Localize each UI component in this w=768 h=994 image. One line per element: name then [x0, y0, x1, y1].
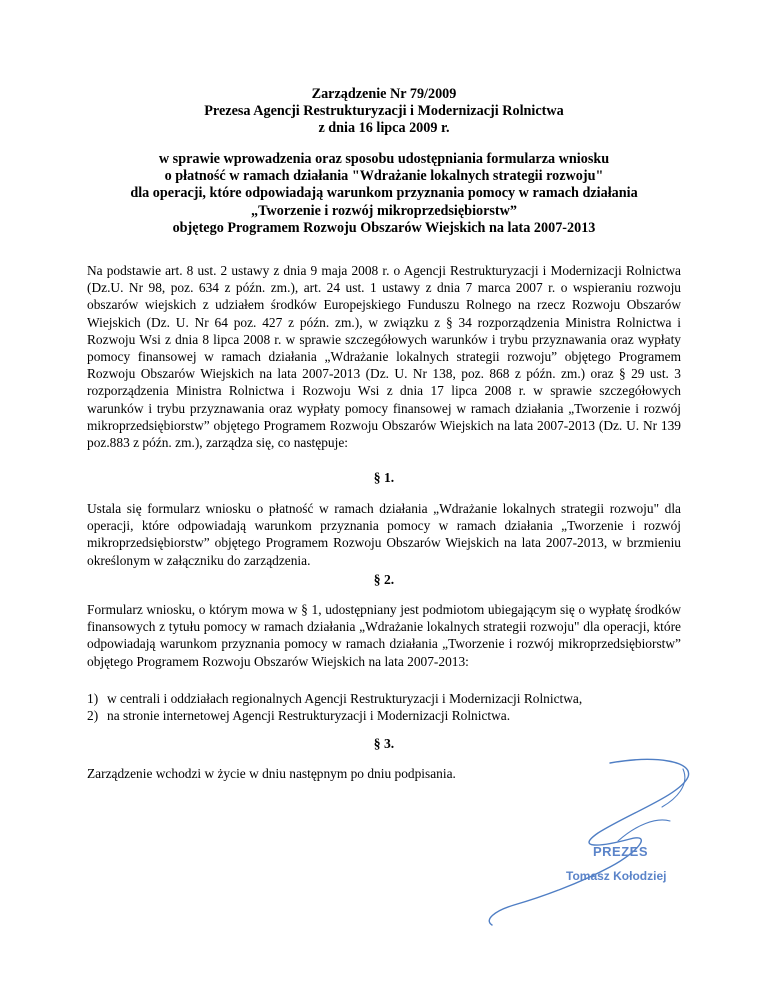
- title-line: Prezesa Agencji Restrukturyzacji i Modernizacji Rolnictwa: [204, 103, 564, 119]
- section-1-heading: § 1.: [373, 470, 395, 485]
- stamp-name: Tomasz Kołodziej: [566, 869, 667, 883]
- subject-line: w sprawie wprowadzenia oraz sposobu udostępniania formularza wniosku: [158, 151, 610, 167]
- list-item-number: 2): [87, 708, 99, 724]
- handwritten-signature: [480, 755, 700, 930]
- title-line: z dnia 16 lipca 2009 r.: [318, 120, 450, 136]
- title-line: Zarządzenie Nr 79/2009: [311, 86, 457, 102]
- document-subject: [60, 151, 708, 237]
- subject-line: dla operacji, które odpowiadają warunkom przyznania pomocy w ramach działania: [130, 185, 638, 202]
- section-2-heading: § 2.: [373, 572, 395, 587]
- list-item-text: na stronie internetowej Agencji Restrukturyzacji i Modernizacji Rolnictwa.: [107, 708, 511, 724]
- subject-line: o płatność w ramach działania "Wdrażanie lokalnych strategii rozwoju": [164, 168, 604, 185]
- list-item: [87, 707, 681, 724]
- list-item-text: w centrali i oddziałach regionalnych Agencji Restrukturyzacji i Modernizacji Rolnictwa,: [107, 691, 583, 706]
- stamp-title: PREZES: [593, 844, 649, 859]
- section-3-paragraph: Zarządzenie wchodzi w życie w dniu następnym po dniu podpisania.: [87, 766, 456, 781]
- subject-line: objętego Programem Rozwoju Obszarów Wiejskich na lata 2007-2013: [172, 219, 596, 236]
- subject-line: „Tworzenie i rozwój mikroprzedsiębiorstw”: [251, 202, 517, 219]
- distribution-list: [87, 690, 681, 724]
- list-item: [87, 690, 681, 707]
- document-title: [60, 86, 708, 137]
- section-1-paragraph: Ustala się formularz wniosku o płatność w ramach działania „Wdrażanie lokalnych strategii rozwoju" dla operacji, które odpowiadają warunkom przyznania pomocy w ramach działania „Tworzenie i rozwój mikroprzedsiębiorstw” objętego Programem Rozwoju Obszarów Wiejskich na lata 2007-2013, w brzmieniu określonym w załączniku do zarządzenia.: [87, 501, 681, 568]
- preamble-paragraph: Na podstawie art. 8 ust. 2 ustawy z dnia 9 maja 2008 r. o Agencji Restrukturyzacji i Modernizacji Rolnictwa (Dz.U. Nr 98, poz. 634 z późn. zm.), art. 24 ust. 1 ustawy z dnia 7 marca 2007 r. o wspieraniu rozwoju obszarów wiejskich z udziałem środków Europejskiego Funduszu Rolnego na rzecz Rozwoju Obszarów Wiejskich (Dz. U. Nr 64 poz. 427 z późn. zm.), w związku z § 34 rozporządzenia Ministra Rolnictwa i Rozwoju Wsi z dnia 8 lipca 2008 r. w sprawie szczegółowych warunków i trybu przyznawania oraz wypłaty pomocy finansowej w ramach działania „Wdrażanie lokalnych strategii rozwoju” objętego Programem Rozwoju Obszarów Wiejskich na lata 2007-2013 (Dz. U. Nr 138, poz. 868 z późn. zm.) oraz § 29 ust. 3 rozporządzenia Ministra Rolnictwa i Rozwoju Wsi z dnia 17 lipca 2008 r. w sprawie szczegółowych warunków i trybu przyznawania oraz wypłaty pomocy finansowej w ramach działania „Tworzenie i rozwój mikroprzedsiębiorstw” objętego Programem Rozwoju Obszarów Wiejskich na lata 2007-2013 (Dz. U. Nr 139 poz.883 z późn. zm.), zarządza się, co następuje:: [87, 263, 681, 451]
- section-3-heading: § 3.: [373, 736, 395, 751]
- section-2-paragraph: Formularz wniosku, o którym mowa w § 1, udostępniany jest podmiotom ubiegającym się o wypłatę środków finansowych z tytułu pomocy w ramach działania „Wdrażanie lokalnych strategii rozwoju" dla operacji, które odpowiadają warunkom przyznania pomocy w ramach działania „Tworzenie i rozwój mikroprzedsiębiorstw” objętego Programem Rozwoju Obszarów Wiejskich na lata 2007-2013:: [87, 602, 681, 669]
- list-item-number: 1): [87, 691, 99, 706]
